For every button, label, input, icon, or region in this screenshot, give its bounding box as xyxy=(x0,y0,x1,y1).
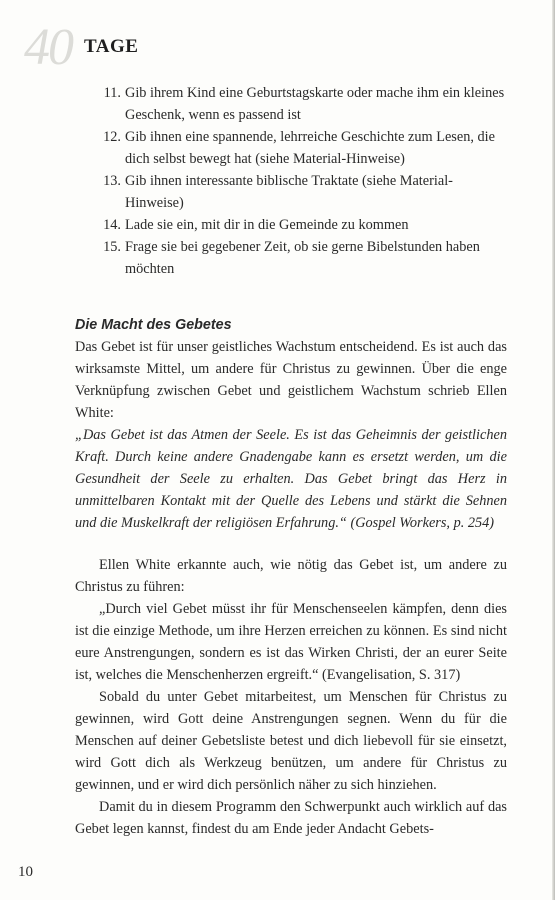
list-item-text: Lade sie ein, mit dir in die Gemeinde zu kommen xyxy=(125,217,409,233)
body-paragraph: Ellen White erkannte auch, wie nötig das Gebet ist, um andere zu Christus zu führen: xyxy=(75,557,507,595)
list-item xyxy=(101,126,507,170)
quote-paragraph-2: „Durch viel Gebet müsst ihr für Menschenseelen kämpfen, denn dies ist die einzige Methode, um ihre Herzen erreichen zu können. Es sind nicht eure Anstrengungen, sondern es ist das Wirken Christi, der an eurer Seite ist, welches die Menschenherzen ergreift.“ (Evangelisation, S. 317) xyxy=(75,601,507,683)
chapter-title: TAGE xyxy=(84,36,139,57)
list-item-number: 14. xyxy=(103,217,121,233)
list-item-text: Gib ihnen interessante biblische Traktate (siehe Material-Hinweise) xyxy=(125,173,453,211)
list-item-text: Gib ihrem Kind eine Geburtstagskarte oder mache ihm ein kleines Geschenk, wenn es passend ist xyxy=(125,85,505,123)
list-item-number: 13. xyxy=(103,173,121,189)
numbered-list xyxy=(101,82,507,280)
quote-paragraph: „Das Gebet ist das Atmen der Seele. Es ist das Geheimnis der geistlichen Kraft. Durch keine andere Gnadengabe kann es ersetzt werden, um die Gesundheit der Seele zu erhalten. Das Gebet bringt das Herz in unmittelbaren Kontakt mit der Quelle des Lebens und stärkt die Sehnen und die Muskelkraft der religiösen Erfahrung.“ (Gospel Workers, p. 254) xyxy=(75,427,507,531)
list-item-number: 11. xyxy=(103,85,121,101)
list-item-text: Gib ihnen eine spannende, lehrreiche Geschichte zum Lesen, die dich selbst bewegt hat (siehe Material-Hinweise) xyxy=(125,129,495,167)
list-item xyxy=(101,82,507,126)
page-number: 10 xyxy=(18,864,33,880)
chapter-header xyxy=(24,19,224,82)
body-paragraph: Sobald du unter Gebet mitarbeitest, um Menschen für Christus zu gewinnen, wird Gott deine Anstrengungen segnen. Wenn du für die Menschen auf deiner Gebetsliste betest und dich liebevoll für sie einsetzt, wird Gott dich als Werkzeug benützen, um andere für Christus zu gewinnen, und er wird dich persönlich näher zu sich hinziehen. xyxy=(75,689,507,793)
list-item xyxy=(101,214,507,236)
list-item-text: Frage sie bei gegebener Zeit, ob sie gerne Bibelstunden haben möchten xyxy=(125,239,480,277)
list-item xyxy=(101,170,507,214)
chapter-number: 40 xyxy=(24,19,72,76)
page-content xyxy=(75,82,507,840)
list-item-number: 12. xyxy=(103,129,121,145)
list-item-number: 15. xyxy=(103,239,121,255)
body-paragraph: Damit du in diesem Programm den Schwerpunkt auch wirklich auf das Gebet legen kannst, findest du am Ende jeder Andacht Gebets- xyxy=(75,799,507,837)
section-heading: Die Macht des Gebetes xyxy=(75,317,232,333)
intro-paragraph: Das Gebet ist für unser geistliches Wachstum entscheidend. Es ist auch das wirksamste Mittel, um andere für Christus zu gewinnen. Über die enge Verknüpfung zwischen Gebet und geistlichem Wachstum schrieb Ellen White: xyxy=(75,339,507,421)
list-item xyxy=(101,236,507,280)
